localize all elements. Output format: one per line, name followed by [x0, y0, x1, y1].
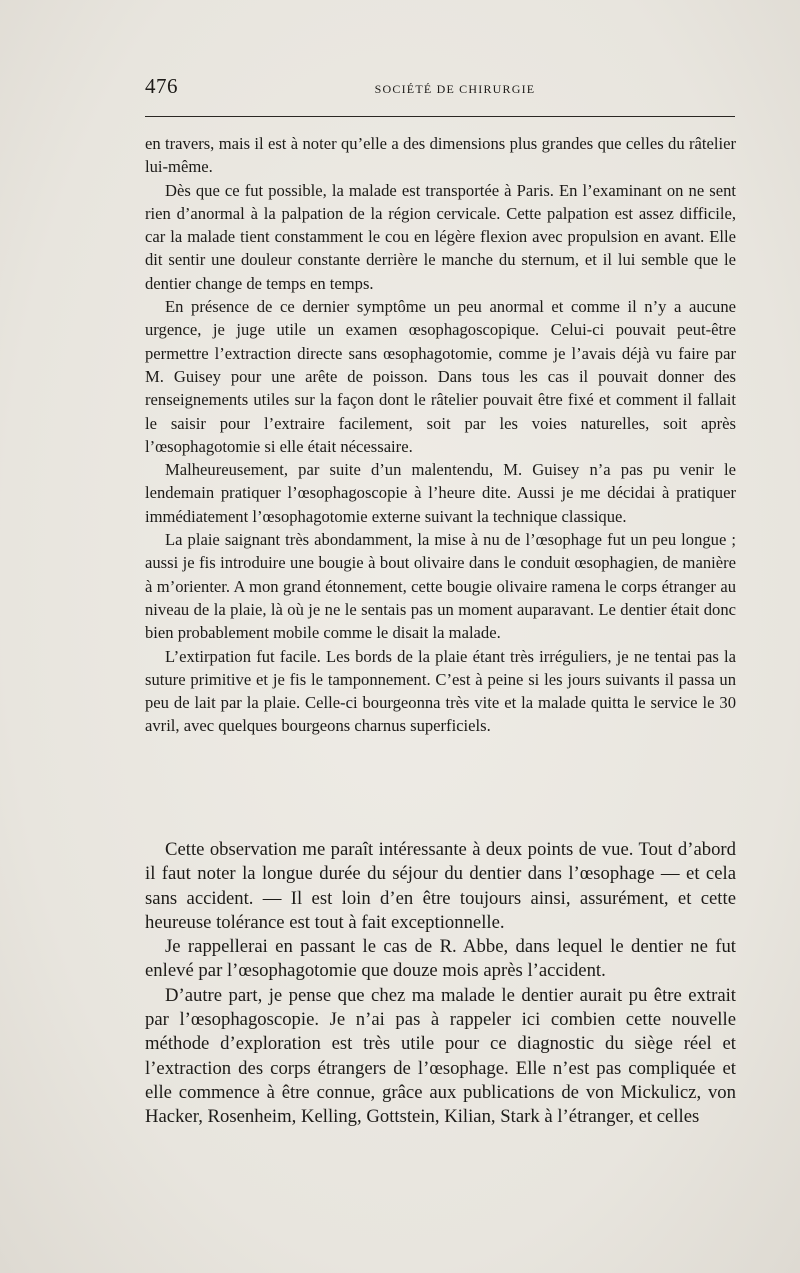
header-rule [145, 116, 735, 117]
paragraph: La plaie saignant très abondamment, la mise à nu de l’œsophage fut un peu longue ; aussi je fis introduire une bougie à bout olivaire dans le conduit œsophagien, de manière à m’orienter. A mon grand étonnement, cette bougie olivaire ramena le corps étranger au niveau de la plaie, là où je ne le sentais pas un moment auparavant. Le dentier était donc bien probablement mobile comme le disait la malade. [145, 530, 736, 643]
paragraph: en travers, mais il est à noter qu’elle a des dimensions plus grandes que celles du râtelier lui-même. [145, 134, 736, 177]
paragraph: D’autre part, je pense que chez ma malade le dentier aurait pu être extrait par l’œsophagoscopie. Je n’ai pas à rappeler ici combien cette nouvelle méthode d’exploration est très utile pour ce diagnostic du siège réel et l’extraction des corps étrangers de l’œsophage. Elle n’est pas compliquée et elle commence à être connue, grâce aux publications de von Mickulicz, von Hacker, Rosenheim, Kelling, Gottstein, Kilian, Stark à l’étranger, et celles [145, 984, 736, 1128]
discussion-text [145, 838, 736, 1130]
paragraph: Dès que ce fut possible, la malade est transportée à Paris. En l’examinant on ne sent rien d’anormal à la palpation de la région cervicale. Cette palpation est assez difficile, car la malade tient constamment le cou en légère flexion avec propulsion en avant. Elle dit sentir une douleur constante derrière le manche du sternum, et il lui semble que le dentier change de temps en temps. [145, 180, 736, 293]
paragraph: Malheureusement, par suite d’un malentendu, M. Guisey n’a pas pu venir le lendemain pratiquer l’œsophagoscopie à l’heure dite. Aussi je me décidai à pratiquer immédiatement l’œsophagotomie externe suivant la technique classique. [145, 460, 736, 526]
running-head: SOCIÉTÉ DE CHIRURGIE [374, 82, 536, 96]
paragraph: En présence de ce dernier symptôme un peu anormal et comme il n’y a aucune urgence, je juge utile un examen œsophagoscopique. Celui-ci pouvait peut-être permettre l’extraction directe sans œsophagotomie, comme je l’avais déjà vu faire par M. Guisey pour une arête de poisson. Dans tous les cas il pouvait donner des renseignements utiles sur la façon dont le râtelier pouvait être fixé et comment il fallait le saisir pour l’extraire facilement, soit par les voies naturelles, soit après l’œsophagotomie si elle était nécessaire. [145, 297, 736, 456]
case-report-text [145, 132, 736, 738]
paragraph: Cette observation me paraît intéressante à deux points de vue. Tout d’abord il faut noter la longue durée du séjour du dentier dans l’œsophage — et cela sans accident. — Il est loin d’en être toujours ainsi, assurément, et cette heureuse tolérance est tout à fait exceptionnelle. [145, 839, 736, 933]
paragraph: L’extirpation fut facile. Les bords de la plaie étant très irréguliers, je ne tentai pas la suture primitive et je fis le tamponnement. C’est à peine si les jours suivants il passa un peu de lait par la plaie. Celle-ci bourgeonna très vite et la malade quitta le service le 30 avril, avec quelques bourgeons charnus superficiels. [145, 646, 736, 736]
page-header [145, 74, 735, 104]
paragraph: Je rappellerai en passant le cas de R. Abbe, dans lequel le dentier ne fut enlevé par l’œsophagotomie que douze mois après l’accident. [145, 936, 736, 982]
page-number: 476 [145, 74, 178, 98]
